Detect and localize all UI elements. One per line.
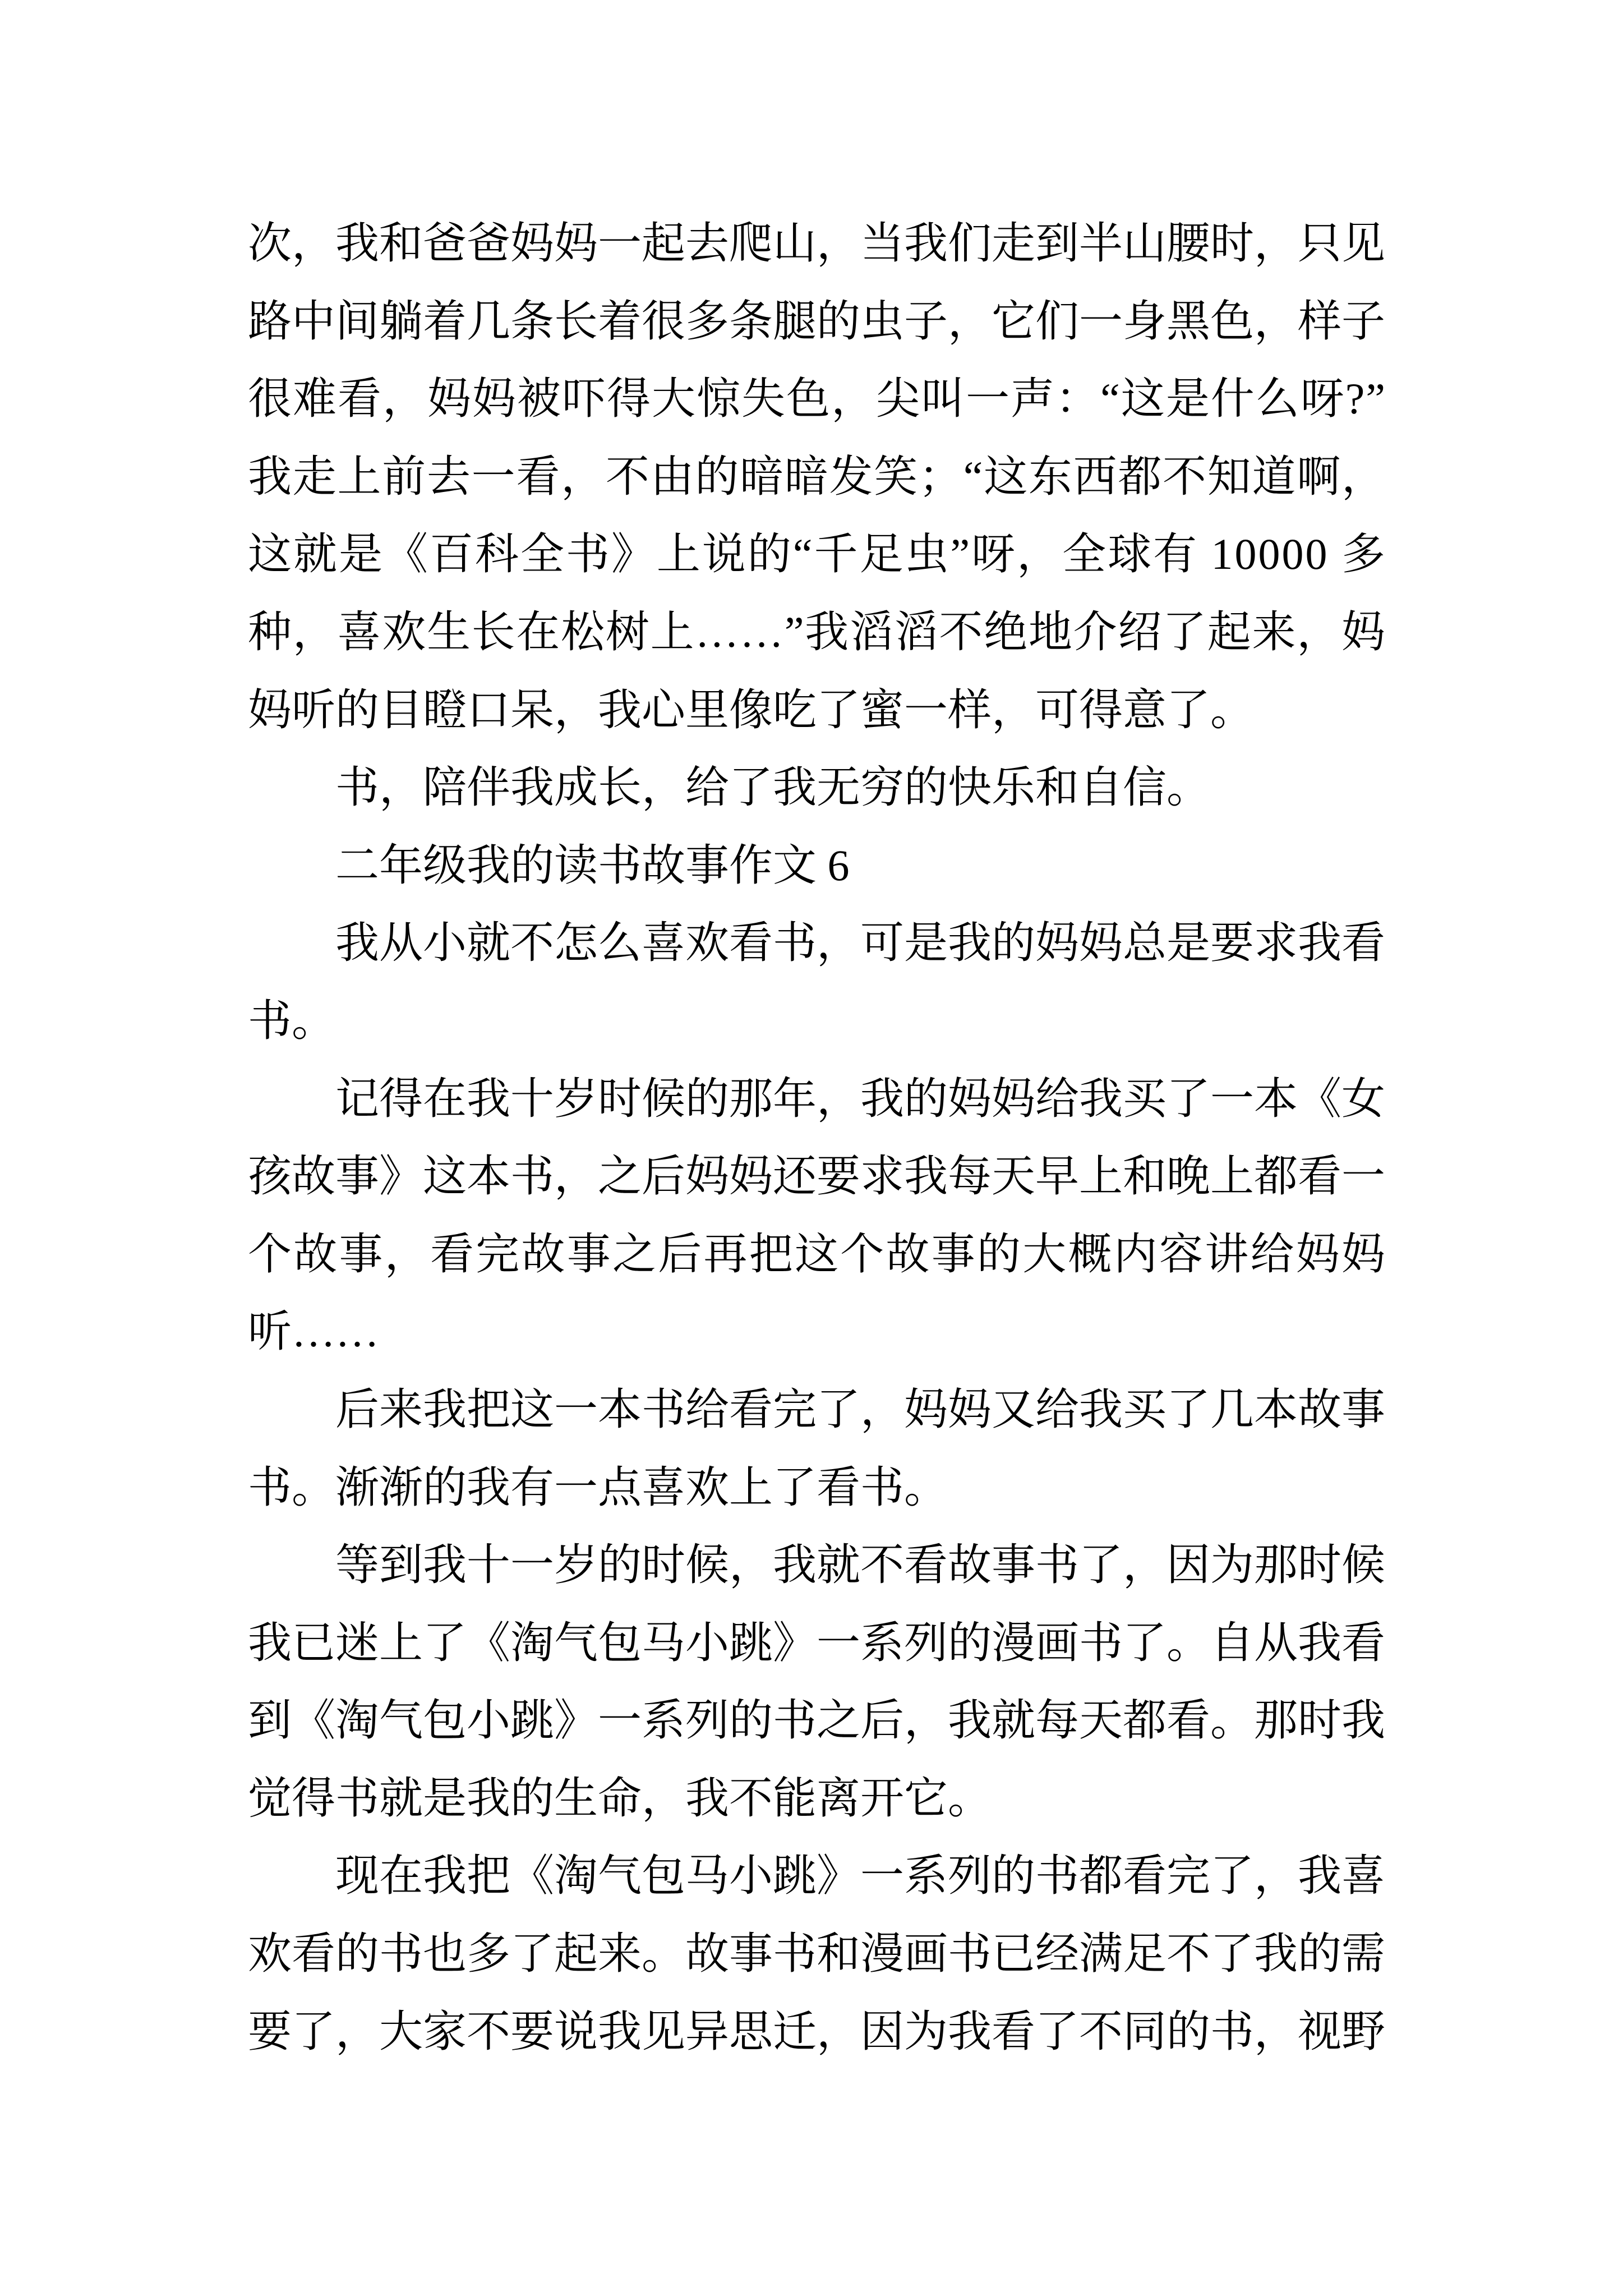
paragraph — [248, 1526, 1385, 1837]
text-line: 路中间躺着几条长着很多条腿的虫子，它们一身黑色，样子 — [248, 296, 1385, 346]
text-line: 这就是《百科全书》上说的“千足虫”呀，全球有 10000 多 — [248, 530, 1387, 579]
text-line: 书。渐渐的我有一点喜欢上了看书。 — [248, 1462, 948, 1512]
text-line: 书。 — [248, 996, 336, 1045]
text-line: 记得在我十岁时候的那年，我的妈妈给我买了一本《女 — [335, 1074, 1385, 1123]
text-line: 个故事，看完故事之后再把这个故事的大概内容讲给妈妈 — [248, 1229, 1387, 1278]
text-line: 到《淘气包小跳》一系列的书之后，我就每天都看。那时我 — [248, 1696, 1385, 1745]
text-line: 次，我和爸爸妈妈一起去爬山，当我们走到半山腰时，只见 — [248, 219, 1385, 268]
text-line: 听…… — [248, 1307, 380, 1356]
text-line: 等到我十一岁的时候，我就不看故事书了，因为那时候 — [335, 1540, 1385, 1590]
paragraph — [248, 749, 1385, 827]
section-heading-text: 二年级我的读书故事作文 6 — [335, 840, 850, 890]
text-line: 妈听的目瞪口呆，我心里像吃了蜜一样，可得意了。 — [248, 685, 1255, 734]
text-line: 种，喜欢生长在松树上……”我滔滔不绝地介绍了起来，妈 — [248, 607, 1386, 656]
section-heading — [248, 827, 1385, 905]
paragraph — [248, 1060, 1385, 1371]
text-line: 孩故事》这本书，之后妈妈还要求我每天早上和晚上都看一 — [248, 1152, 1385, 1201]
text-line: 要了，大家不要说我见异思迁，因为我看了不同的书，视野 — [248, 2007, 1385, 2056]
text-line: 我走上前去一看，不由的暗暗发笑；“这东西都不知道啊， — [248, 452, 1386, 501]
text-line: 书，陪伴我成长，给了我无穷的快乐和自信。 — [335, 763, 1211, 812]
paragraph — [248, 205, 1385, 749]
body-text — [248, 205, 1385, 2070]
text-line: 很难看，妈妈被吓得大惊失色，尖叫一声：“这是什么呀?” — [248, 374, 1386, 424]
paragraph — [248, 1371, 1385, 1526]
paragraph — [248, 904, 1385, 1060]
text-line: 欢看的书也多了起来。故事书和漫画书已经满足不了我的需 — [248, 1929, 1385, 1978]
text-line: 我从小就不怎么喜欢看书，可是我的妈妈总是要求我看 — [335, 918, 1385, 968]
text-line: 后来我把这一本书给看完了，妈妈又给我买了几本故事 — [335, 1384, 1385, 1434]
paragraph — [248, 1837, 1385, 2070]
text-line: 现在我把《淘气包马小跳》一系列的书都看完了，我喜 — [335, 1851, 1385, 1901]
text-line: 我已迷上了《淘气包马小跳》一系列的漫画书了。自从我看 — [248, 1618, 1385, 1667]
text-line: 觉得书就是我的生命，我不能离开它。 — [248, 1773, 992, 1823]
